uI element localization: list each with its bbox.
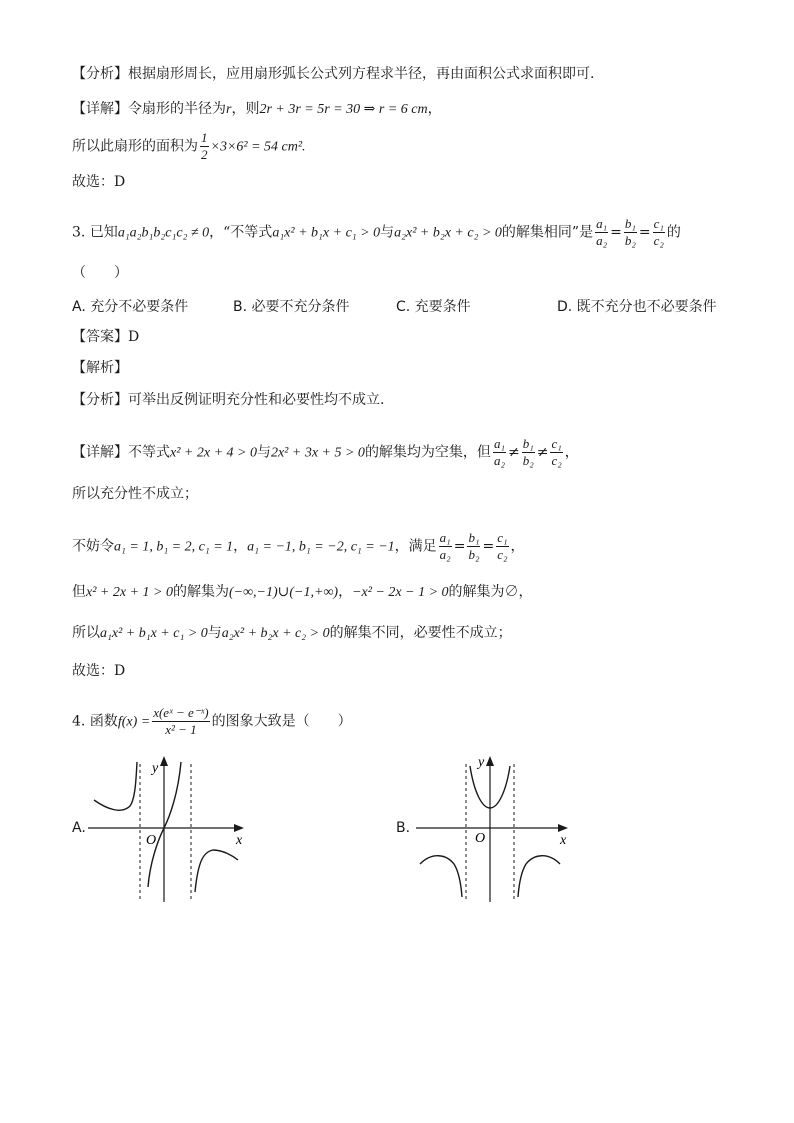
function-name: f(x) =	[117, 714, 151, 730]
fraction-numerator: b₁	[624, 216, 636, 231]
x-axis-label: x	[236, 833, 243, 848]
ratio-a	[439, 530, 452, 563]
fraction-numerator: a₁	[596, 216, 608, 231]
paren-text: （ ）	[72, 265, 128, 281]
radius-symbol: r	[226, 102, 232, 117]
curve-right-branch	[195, 850, 238, 892]
stem-text: 与	[380, 224, 395, 241]
but-text: 但	[72, 584, 86, 600]
fraction-denominator: x² − 1	[165, 722, 197, 737]
stem-text: 的解集相同”是	[501, 224, 594, 241]
inequality-general-2: a₂x² + b₂x + c₂ > 0	[221, 626, 330, 641]
inequality-3: x² + 2x + 1 > 0	[86, 585, 173, 600]
but-text: 的解集为	[172, 584, 229, 600]
area-line	[72, 130, 306, 163]
ratio-b	[467, 530, 480, 563]
answer-tag: 【答案】	[72, 329, 128, 345]
analysis-tag: 【分析】	[72, 66, 128, 82]
punctuation: ，	[564, 444, 579, 461]
fraction-numerator: c₁	[551, 436, 562, 451]
inequality-4: −x² − 2x − 1 > 0	[352, 585, 449, 600]
question-3-stem: 3. 已知a₁a₂b₁b₂c₁c₂ ≠ 0，“不等式a₁x² + b₁x + c₁ > 0与a₂x² + b₂x + c₂ > 0的解集相同”是 $\frac{\text{a₁}}{\text{a₂}}$ = $\frac{\text{b₁}}{\text{b₂}}$ = $\frac{\text{c₁}}{\text{c₂}}$ 的	[72, 216, 681, 248]
q3-detail-line: 【详解】不等式x² + 2x + 4 > 0与2x² + 3x + 5 > 0的解集均为空集，但 $\frac{\text{a₁}}{\text{a₂}}$ ≠ $\frac{\text{b₁}}{\text{b₂}}$ ≠ $\frac{\text{c₁}}{\text{c₂}}$ ，	[72, 436, 579, 468]
choice-line	[72, 172, 125, 192]
fraction-denominator: 2	[201, 147, 208, 162]
jiexi-tag: 【解析】	[72, 360, 128, 376]
detail-text: 不等式	[128, 444, 170, 461]
stem-text: 函数	[89, 713, 118, 730]
fraction-denominator: b₂	[468, 547, 480, 562]
curve-left-branch	[94, 762, 137, 810]
option-b[interactable]: B. 必要不充分条件	[233, 299, 350, 315]
graph-b-label[interactable]: B.	[396, 820, 411, 836]
area-expression: ×3×6² = 54 cm².	[210, 139, 306, 155]
fraction-numerator: a₁	[439, 530, 451, 545]
punctuation: ，	[338, 584, 353, 600]
necessity-line	[72, 623, 512, 644]
punctuation: ，	[510, 538, 525, 555]
stem-text: ，“不等式	[209, 224, 273, 241]
punctuation: ，	[233, 538, 248, 555]
stem-text: 的图象大致是（ ）	[211, 713, 352, 730]
ratio-c	[653, 216, 665, 249]
area-text: 所以此扇形的面积为	[72, 138, 198, 155]
fraction-denominator: a₂	[439, 547, 451, 562]
fraction-denominator: c₂	[551, 453, 562, 468]
so-text: 所以	[72, 625, 100, 641]
ratio-c	[496, 530, 508, 563]
analysis-text: 可举出反例证明充分性和必要性均不成立.	[128, 392, 385, 408]
fraction-denominator: c₂	[497, 547, 508, 562]
but-text: 的解集为∅，	[448, 584, 533, 600]
option-c[interactable]: C. 充要条件	[396, 299, 471, 315]
fraction-denominator: a₂	[596, 233, 608, 248]
ratio-b	[624, 216, 637, 249]
fraction-denominator: b₂	[522, 453, 534, 468]
fraction-numerator: 1	[201, 130, 208, 145]
question-number: 4.	[72, 713, 86, 730]
option-a[interactable]: A. 充分不必要条件	[72, 299, 189, 315]
sufficiency-text: 所以充分性不成立；	[72, 486, 198, 502]
ratio-b	[522, 436, 535, 469]
graph-a[interactable]	[88, 752, 258, 907]
inequality-1: a₁x² + b₁x + c₁ > 0	[272, 225, 381, 241]
half-fraction	[200, 130, 209, 163]
condition-expression: a₁a₂b₁b₂c₁c₂ ≠ 0	[117, 225, 210, 241]
origin-label: O	[146, 833, 157, 848]
radius-equation: 2r + 3r = 5r = 30 ⇒ r = 6 cm	[259, 102, 428, 117]
y-axis-arrow-icon	[160, 756, 168, 766]
analysis-text: 根据扇形周长，应用扇形弧长公式列方程求半径，再由面积公式求面积即可.	[128, 66, 595, 82]
inequality-example-2: 2x² + 3x + 5 > 0	[270, 445, 365, 461]
analysis-line	[72, 64, 594, 84]
counterexample-line: 不妨令a₁ = 1, b₁ = 2, c₁ = 1，a₁ = −1, b₁ = −2, c₁ = −1，满足 $\frac{\text{a₁}}{\text{a₂}}$ = $\frac{\text{b₁}}{\text{b₂}}$ = $\frac{\text{c₁}}{\text{c₂}}$ ，	[72, 530, 525, 562]
y-axis-label: y	[152, 761, 159, 776]
fraction-denominator: c₂	[653, 233, 664, 248]
choice-text: 故选：D	[72, 174, 126, 190]
detail-text: 与	[256, 444, 271, 461]
x-axis-arrow-icon	[234, 824, 244, 832]
question-4-stem	[72, 705, 352, 738]
y-axis-label: y	[478, 755, 485, 770]
origin-label: O	[475, 831, 486, 846]
detail-text: 的解集均为空集，但	[364, 444, 491, 461]
analysis-tag: 【分析】	[72, 392, 128, 408]
function-fraction	[152, 705, 209, 738]
fraction-numerator: c₁	[653, 216, 664, 231]
solution-set-line	[72, 582, 533, 603]
choice-text: 故选：D	[72, 663, 126, 679]
fraction-numerator: a₁	[493, 436, 505, 451]
fraction-denominator: a₂	[493, 453, 505, 468]
solution-set: (−∞,−1)∪(−1,+∞)	[228, 585, 339, 600]
punctuation: ，	[427, 101, 442, 117]
answer-paren	[72, 263, 128, 283]
stem-text: 的	[666, 224, 681, 241]
answer-value: D	[128, 329, 140, 345]
question-number: 3.	[72, 224, 86, 241]
fraction-numerator: b₁	[468, 530, 480, 545]
inequality-2: a₂x² + b₂x + c₂ > 0	[394, 225, 502, 241]
fraction-numerator: b₁	[522, 436, 534, 451]
inequality-example-1: x² + 2x + 4 > 0	[170, 445, 257, 461]
detail-text: ，则	[231, 101, 260, 117]
detail-line	[72, 99, 442, 120]
values-set-1: a₁ = 1, b₁ = 2, c₁ = 1	[114, 539, 234, 555]
so-text: 与	[207, 625, 222, 641]
curve-left-branch	[420, 856, 462, 897]
answer-line	[72, 327, 139, 347]
values-set-2: a₁ = −1, b₁ = −2, c₁ = −1	[247, 539, 395, 555]
stem-text: 已知	[89, 224, 118, 241]
detail-tag: 【详解】	[72, 444, 128, 461]
jiexi-line	[72, 358, 128, 378]
so-text: 的解集不同，必要性不成立；	[329, 625, 512, 641]
detail-text: 令扇形的半径为	[128, 101, 226, 117]
fraction-numerator: x(eˣ − e⁻ˣ)	[153, 705, 209, 720]
sufficiency-line	[72, 484, 198, 504]
q3-analysis-line	[72, 390, 384, 410]
fraction-numerator: c₁	[497, 530, 508, 545]
let-text: 不妨令	[72, 538, 114, 555]
y-axis-arrow-icon	[486, 756, 494, 766]
option-d[interactable]: D. 既不充分也不必要条件	[557, 299, 717, 315]
x-axis-arrow-icon	[558, 824, 568, 832]
choice-line	[72, 661, 125, 681]
ratio-a	[595, 216, 608, 249]
graph-b[interactable]	[412, 752, 582, 907]
fraction-denominator: b₂	[624, 233, 636, 248]
curve-right-branch	[518, 856, 560, 897]
inequality-general-1: a₁x² + b₁x + c₁ > 0	[100, 626, 208, 641]
let-text: ，满足	[394, 538, 437, 555]
detail-tag: 【详解】	[72, 101, 128, 117]
ratio-c	[550, 436, 562, 469]
x-axis-label: x	[560, 833, 567, 848]
ratio-a	[493, 436, 506, 469]
graph-a-label[interactable]: A.	[72, 820, 86, 836]
